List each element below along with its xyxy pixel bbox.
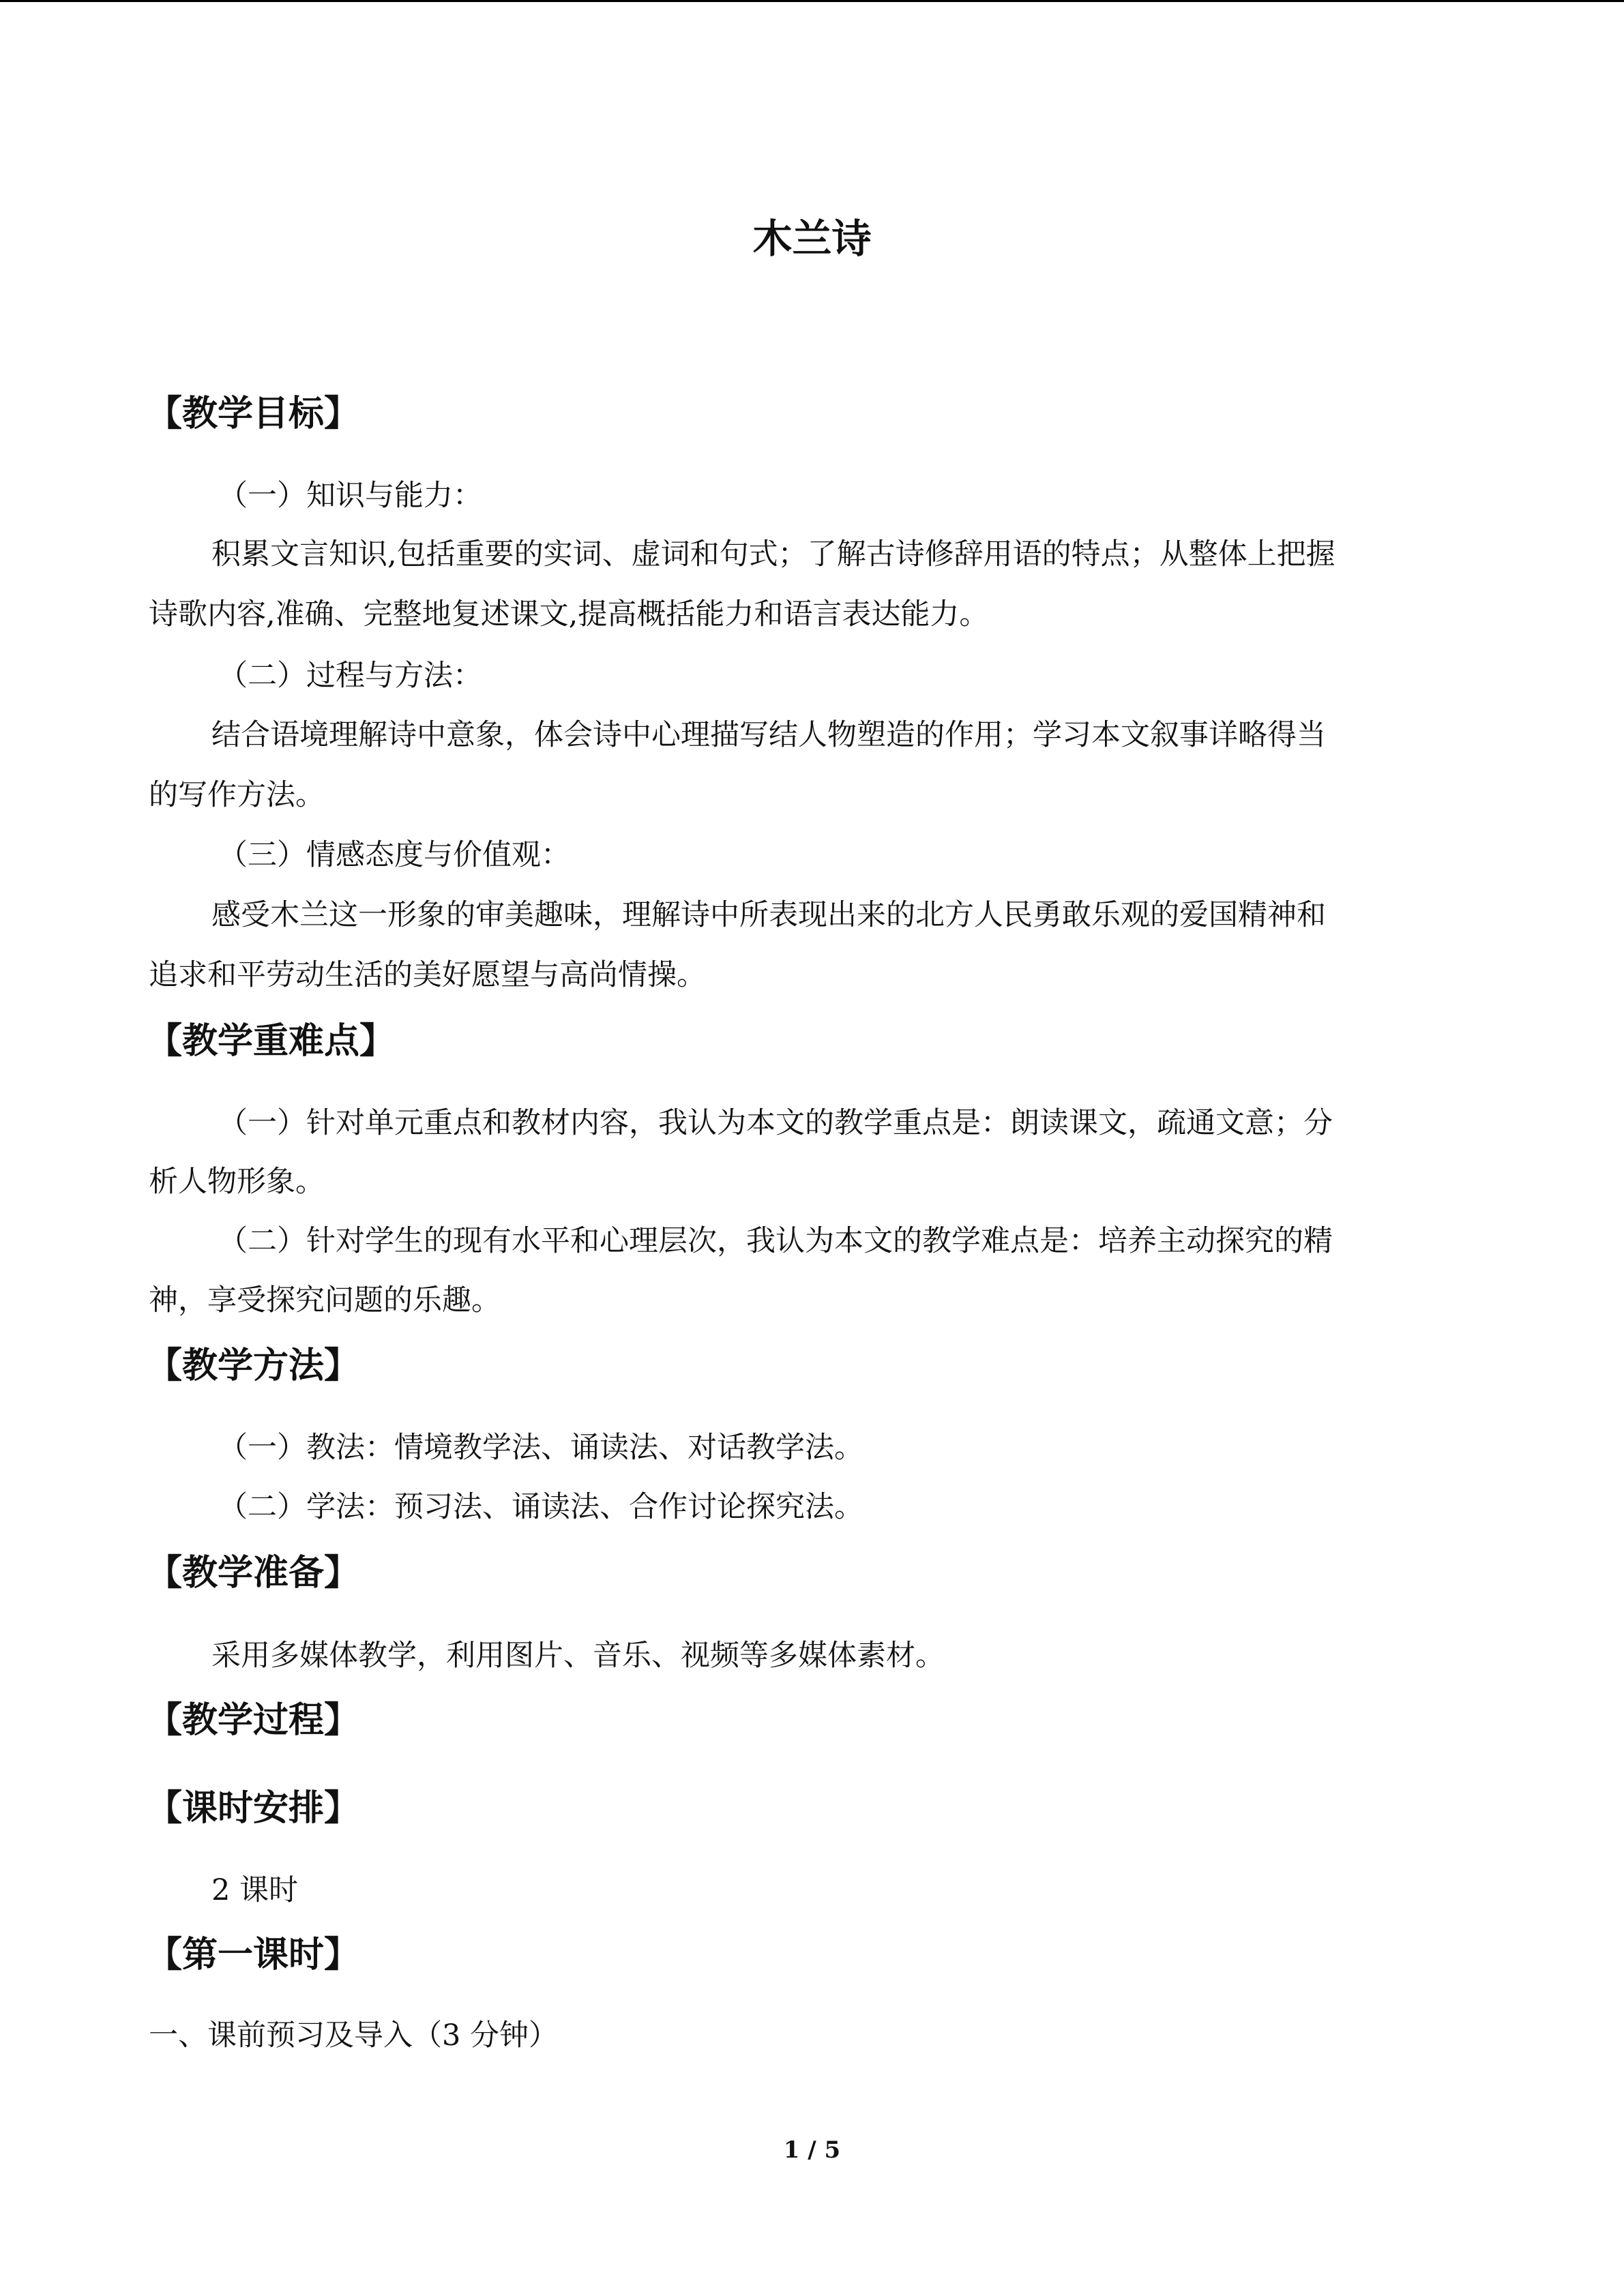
section-heading-process: 【教学过程】 [147,1700,360,1741]
objectives-subheading-knowledge: （一）知识与能力： [218,479,482,513]
objectives-paragraph-knowledge-line-1: 积累文言知识,包括重要的实词、虚词和句式；了解古诗修辞用语的特点；从整体上把握 [211,537,1335,571]
objectives-paragraph-process-line-1: 结合语境理解诗中意象，体会诗中心理描写结人物塑造的作用；学习本文叙事详略得当 [211,718,1326,752]
key-points-paragraph-1-line-2: 析人物形象。 [149,1165,325,1199]
objectives-paragraph-knowledge-line-2: 诗歌内容,准确、完整地复述课文,提高概括能力和语言表达能力。 [149,597,989,631]
objectives-subheading-values: （三）情感态度与价值观： [218,838,570,872]
section-heading-key-points: 【教学重难点】 [147,1021,396,1062]
first-lesson-step-1: 一、课前预习及导入（3 分钟） [149,2018,559,2053]
key-points-paragraph-2-line-1: （二）针对学生的现有水平和心理层次，我认为本文的教学难点是：培养主动探究的精 [218,1224,1333,1258]
section-heading-preparation: 【教学准备】 [147,1553,360,1594]
methods-learning-line: （二）学法：预习法、诵读法、合作讨论探究法。 [218,1490,863,1524]
preparation-line: 采用多媒体教学，利用图片、音乐、视频等多媒体素材。 [211,1639,945,1673]
section-heading-schedule: 【课时安排】 [147,1788,360,1829]
section-heading-first-lesson: 【第一课时】 [147,1935,360,1976]
objectives-paragraph-values-line-2: 追求和平劳动生活的美好愿望与高尚情操。 [149,958,706,992]
key-points-paragraph-2-line-2: 神，享受探究问题的乐趣。 [149,1283,501,1317]
objectives-paragraph-process-line-2: 的写作方法。 [149,778,325,812]
schedule-line: 2 课时 [211,1873,299,1907]
methods-teaching-line: （一）教法：情境教学法、诵读法、对话教学法。 [218,1431,863,1465]
page-title: 木兰诗 [752,215,872,262]
page-number: 1 / 5 [783,2136,841,2164]
top-border-line [0,0,1624,2]
key-points-paragraph-1-line-1: （一）针对单元重点和教材内容，我认为本文的教学重点是：朗读课文，疏通文意；分 [218,1106,1333,1140]
section-heading-objectives: 【教学目标】 [147,393,360,434]
section-heading-methods: 【教学方法】 [147,1345,360,1386]
objectives-paragraph-values-line-1: 感受木兰这一形象的审美趣味，理解诗中所表现出来的北方人民勇敢乐观的爱国精神和 [211,898,1326,932]
objectives-subheading-process: （二）过程与方法： [218,659,482,693]
